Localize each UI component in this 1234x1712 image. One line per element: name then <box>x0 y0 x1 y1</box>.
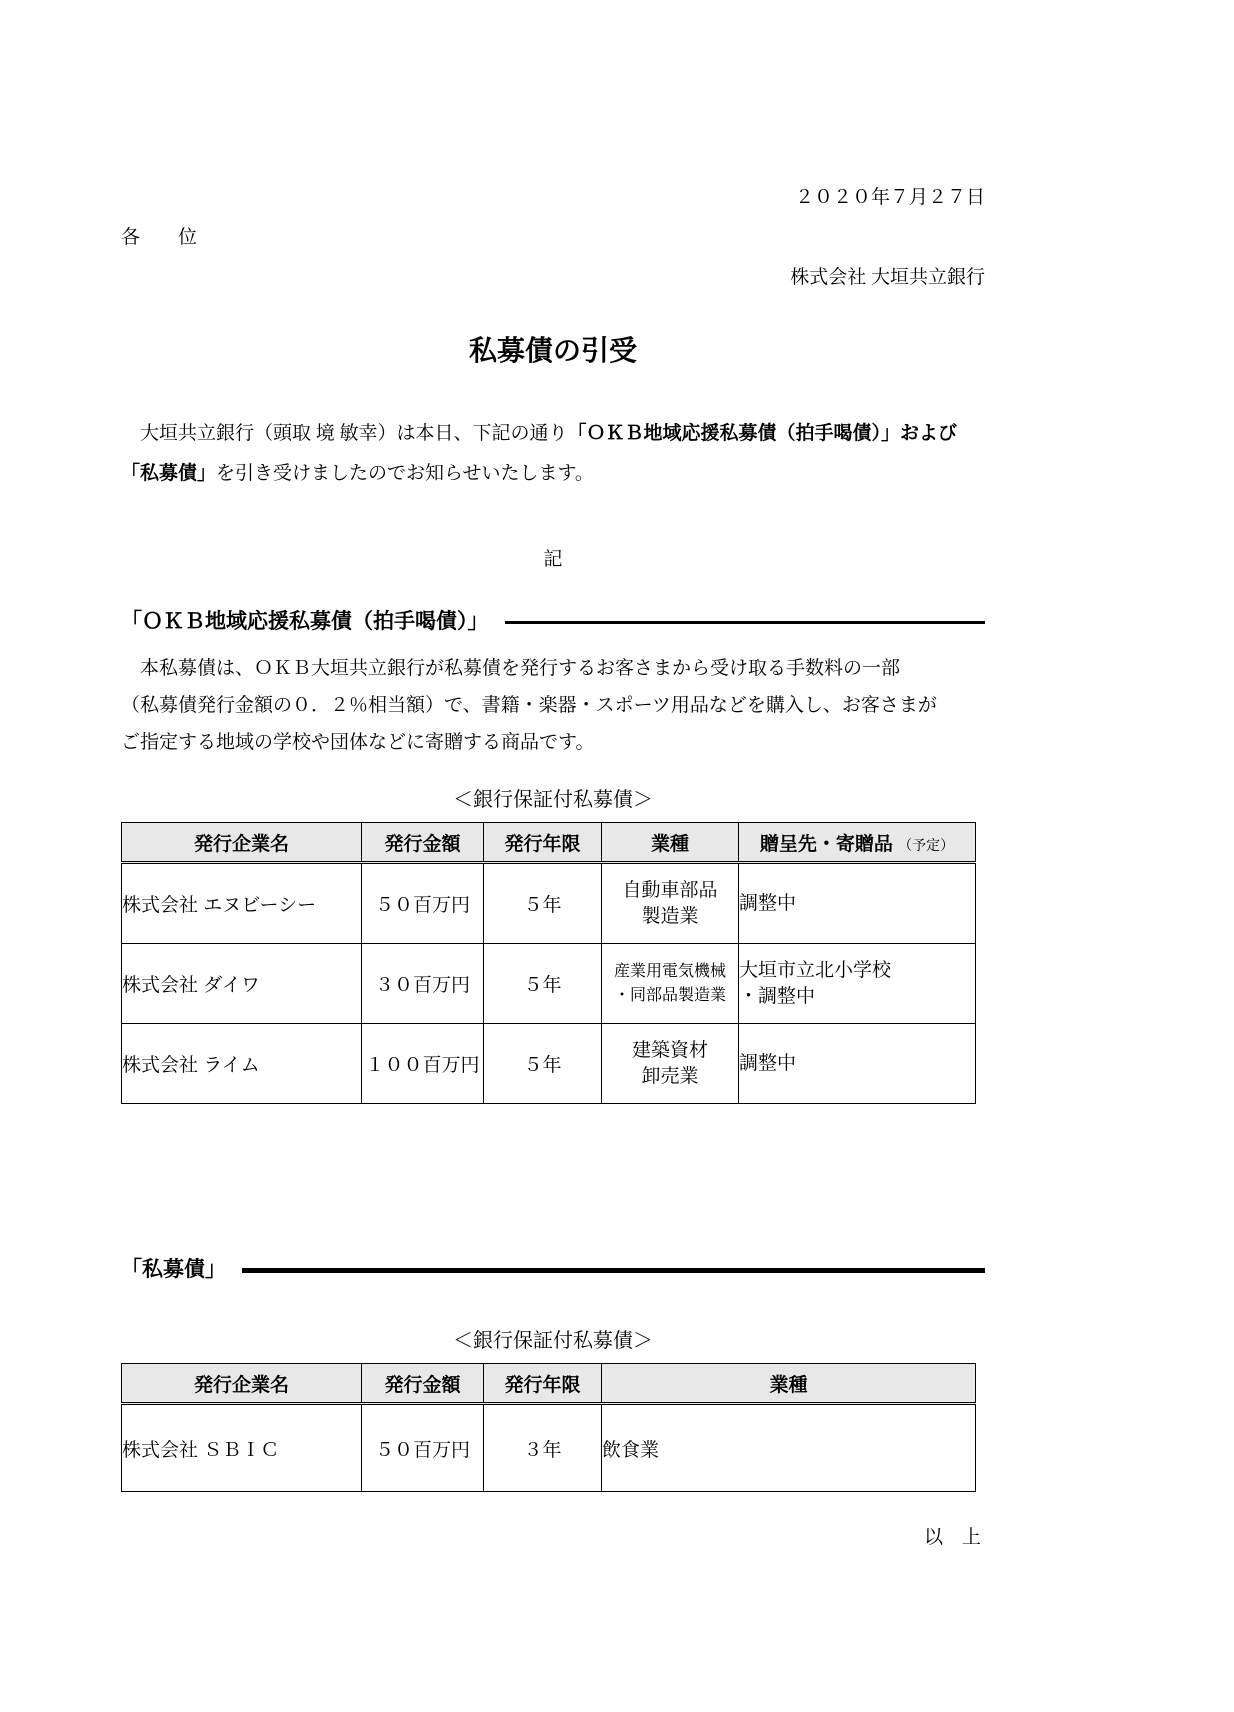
cell-amount: １００百万円 <box>362 1024 484 1104</box>
intro-bond-name-1: 「ＯＫＢ地域応援私募債（拍手喝債）」および <box>567 423 958 444</box>
col-header-amount: 発行金額 <box>362 1364 484 1404</box>
section1-heading-row <box>121 608 985 636</box>
section2-heading: 「私募債」 <box>121 1258 226 1281</box>
intro-tail: を引き受けましたのでお知らせいたします。 <box>216 463 594 484</box>
addressee: 各 位 <box>121 227 198 248</box>
table-row <box>122 944 976 1024</box>
cell-industry <box>602 1024 739 1104</box>
col-header-term: 発行年限 <box>484 1364 602 1404</box>
table-header-row <box>122 823 976 863</box>
section2-table-caption: ＜銀行保証付私募債＞ <box>453 1330 653 1352</box>
section1-description-line2: （私募債発行金額の０．２％相当額）で、書籍・楽器・スポーツ用品などを購入し、お客さまが <box>121 695 937 716</box>
cell-company: 株式会社 ダイワ <box>122 944 362 1024</box>
table-row <box>122 863 976 944</box>
intro-paragraph <box>121 414 985 494</box>
industry-line1: 建築資材 <box>631 1039 708 1061</box>
cell-term: ５年 <box>484 1024 602 1104</box>
record-mark: 記 <box>543 549 563 570</box>
section1-description-line1: 本私募債は、ＯＫＢ大垣共立銀行が私募債を発行するお客さまから受け取る手数料の一部 <box>121 658 901 679</box>
col-header-amount: 発行金額 <box>362 823 484 863</box>
recipient-line1: 調整中 <box>739 1052 797 1074</box>
col-header-recipient <box>739 823 976 863</box>
intro-bond-name-2: 「私募債」 <box>121 463 217 484</box>
section2-heading-row <box>121 1256 985 1284</box>
col-header-company: 発行企業名 <box>122 823 362 863</box>
intro-lead: 大垣共立銀行（頭取 境 敏幸）は本日、下記の通り <box>121 423 568 444</box>
cell-amount: ３０百万円 <box>362 944 484 1024</box>
col-header-company: 発行企業名 <box>122 1364 362 1404</box>
document-title: 私募債の引受 <box>468 335 637 366</box>
section1-description <box>121 650 985 761</box>
cell-company: 株式会社 エヌビーシー <box>122 863 362 944</box>
section1-table-caption: ＜銀行保証付私募債＞ <box>453 789 653 811</box>
recipient-line2: ・調整中 <box>739 985 816 1007</box>
industry-line2: 製造業 <box>641 905 699 927</box>
cell-industry: 飲食業 <box>602 1404 976 1492</box>
document-date: ２０２０年７月２７日 <box>794 187 985 208</box>
cell-term: ５年 <box>484 863 602 944</box>
okb-bond-table <box>121 822 976 1104</box>
industry-line1: 自動車部品 <box>622 879 718 901</box>
section2-heading-rule <box>242 1268 985 1273</box>
section1-heading-rule <box>505 621 986 624</box>
col-header-industry: 業種 <box>602 1364 976 1404</box>
table-header-row <box>122 1364 976 1404</box>
cell-industry <box>602 863 739 944</box>
issuer-company: 株式会社 大垣共立銀行 <box>790 267 985 288</box>
shibosai-bond-table <box>121 1363 976 1492</box>
cell-company: 株式会社 ライム <box>122 1024 362 1104</box>
table-row <box>122 1024 976 1104</box>
cell-industry <box>602 944 739 1024</box>
cell-amount: ５０百万円 <box>362 863 484 944</box>
recipient-line1: 大垣市立北小学校 <box>739 959 892 981</box>
industry-line1: 産業用電気機械 <box>613 962 726 980</box>
industry-line2: ・同部品製造業 <box>613 986 726 1004</box>
col-header-term: 発行年限 <box>484 823 602 863</box>
cell-company: 株式会社 ＳＢＩＣ <box>122 1404 362 1492</box>
closing-mark: 以 上 <box>923 1527 981 1548</box>
col-header-recipient-label: 贈呈先・寄贈品 <box>759 833 893 855</box>
cell-recipient <box>739 1024 976 1104</box>
cell-term: ３年 <box>484 1404 602 1492</box>
cell-recipient <box>739 944 976 1024</box>
section1-description-line3: ご指定する地域の学校や団体などに寄贈する商品です。 <box>121 732 595 753</box>
industry-line2: 卸売業 <box>641 1065 699 1087</box>
recipient-line1: 調整中 <box>739 892 797 914</box>
section1-heading: 「ＯＫＢ地域応援私募債（拍手喝債）」 <box>121 610 489 633</box>
col-header-industry: 業種 <box>602 823 739 863</box>
table-row <box>122 1404 976 1492</box>
col-header-recipient-note: （予定） <box>898 838 955 854</box>
cell-term: ５年 <box>484 944 602 1024</box>
cell-recipient <box>739 863 976 944</box>
cell-amount: ５０百万円 <box>362 1404 484 1492</box>
